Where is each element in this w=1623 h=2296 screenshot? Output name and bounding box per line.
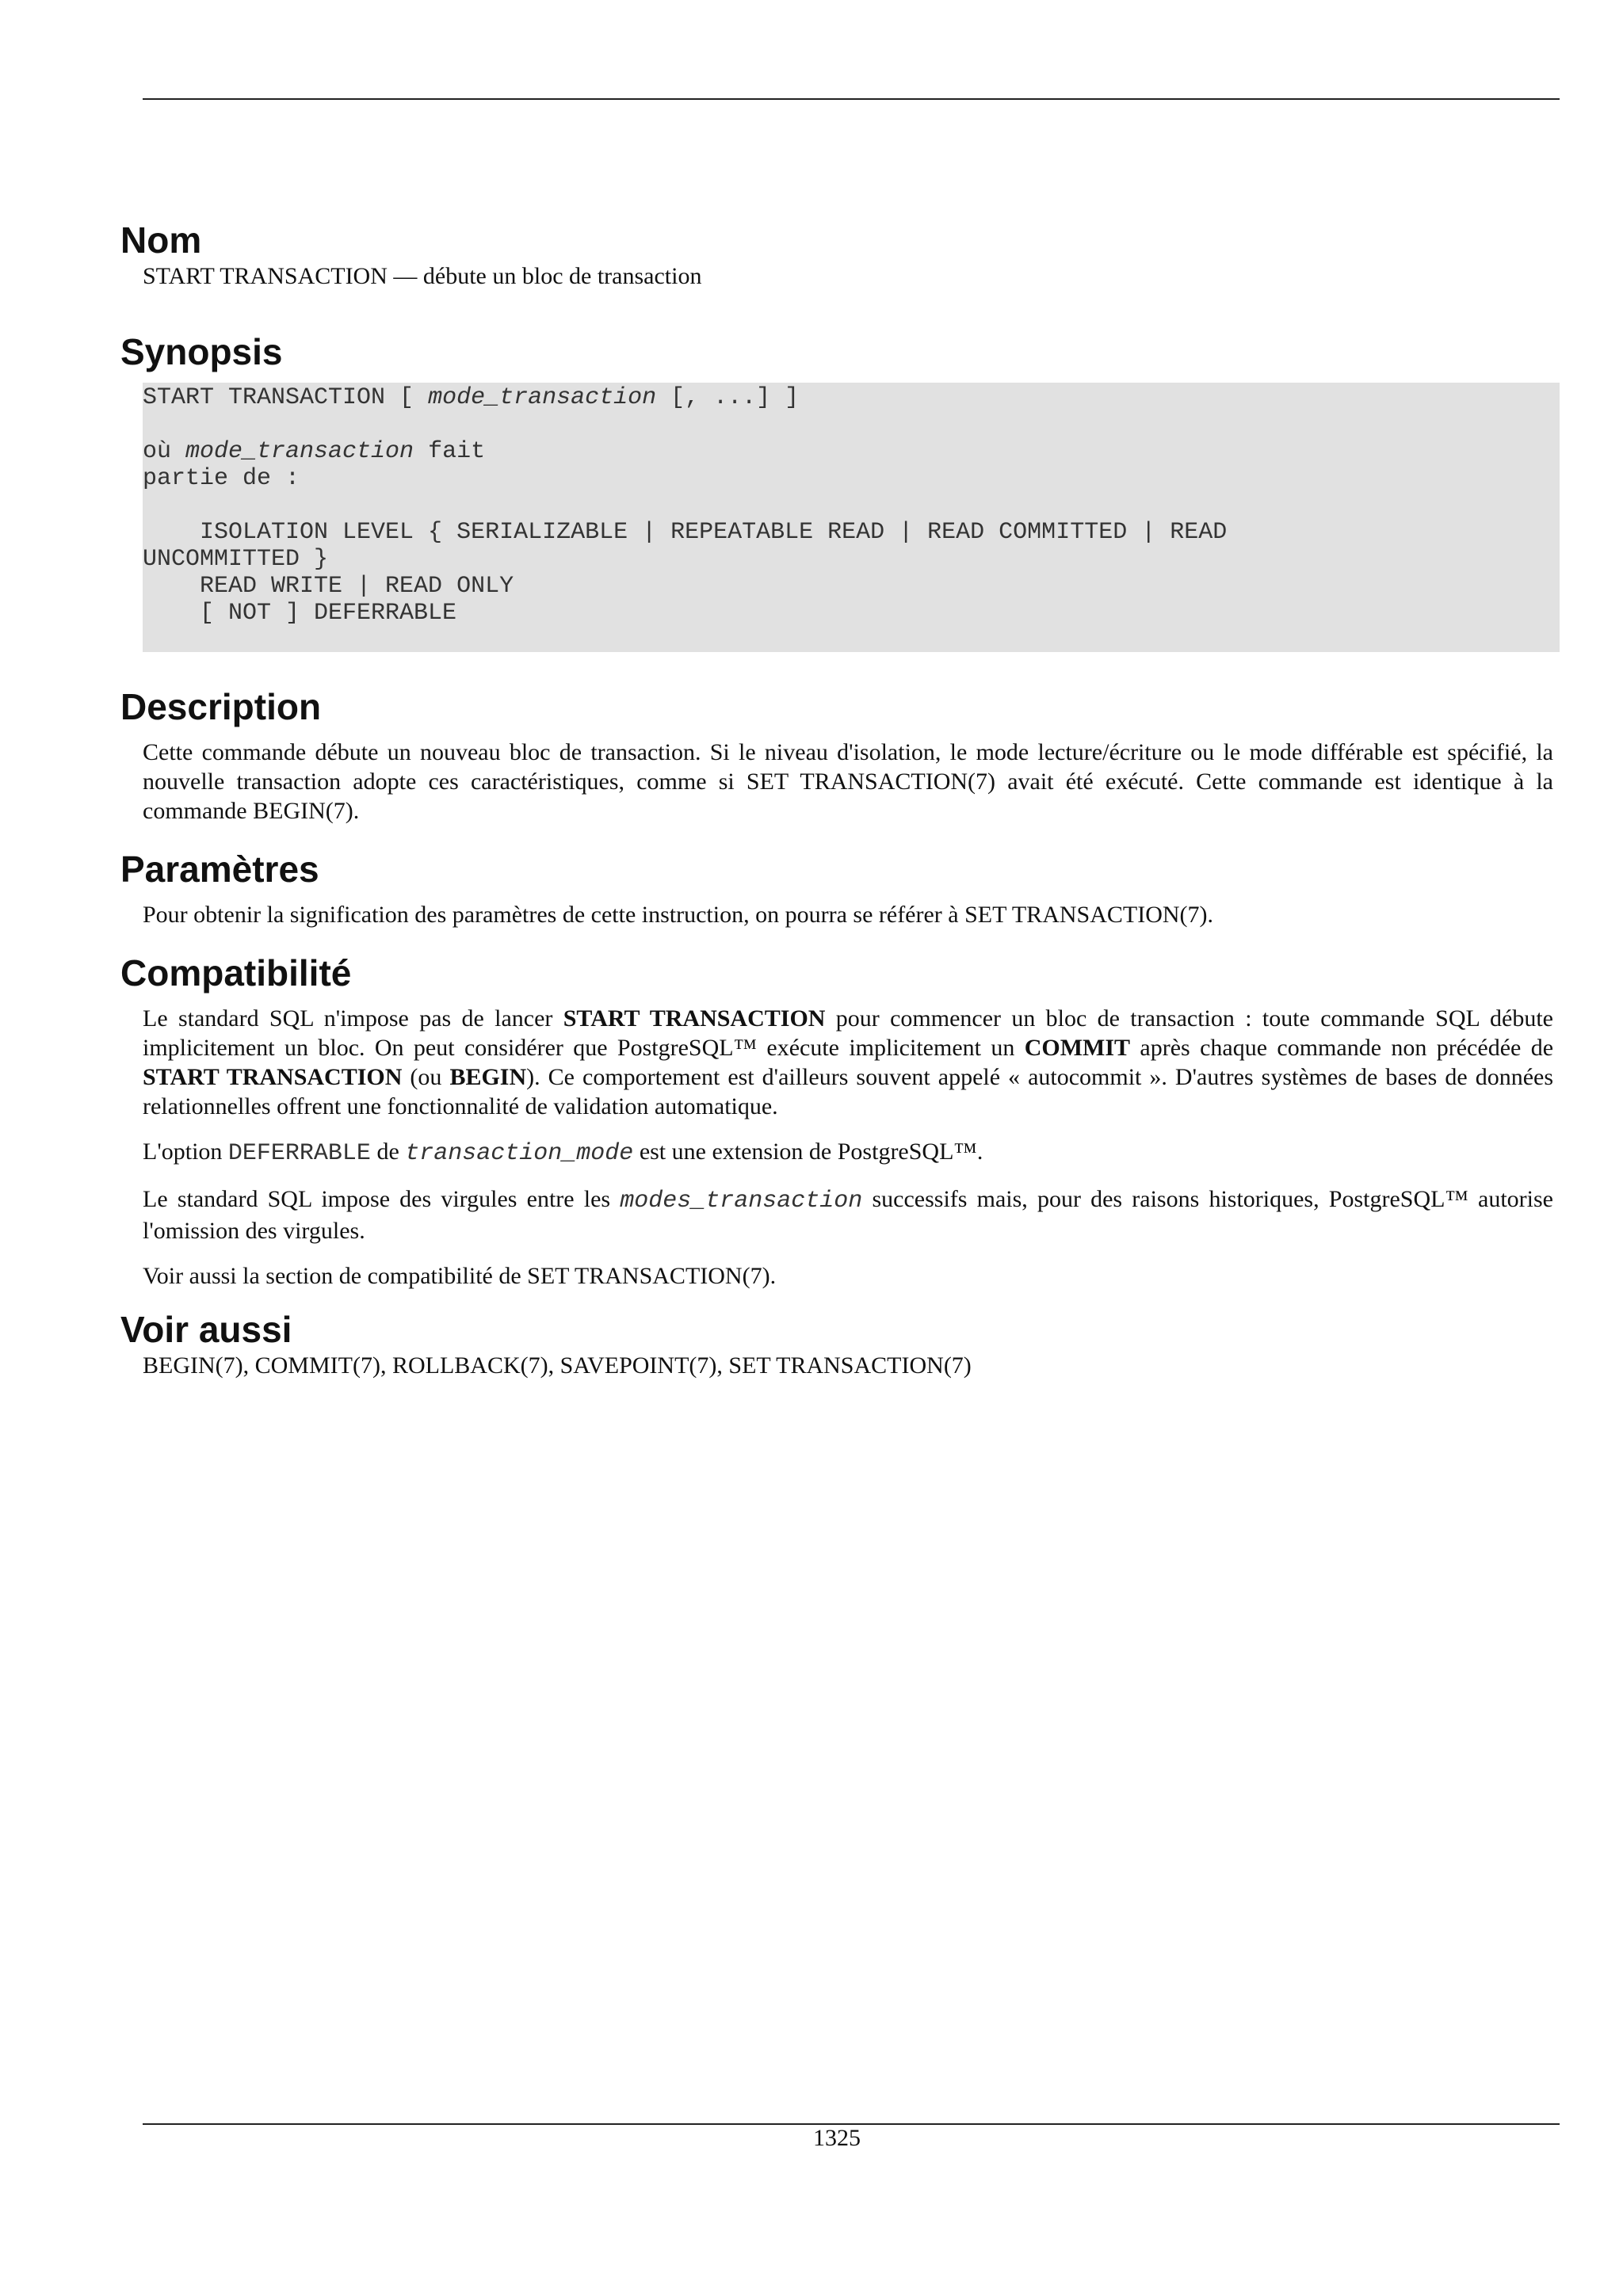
code-text: [, ...] ] <box>656 384 800 411</box>
parametres-text: Pour obtenir la signification des paramètres de cette instruction, on pourra se référer à SET TRANSACTION(7). <box>143 902 1214 928</box>
heading-parametres: Paramètres <box>120 849 319 890</box>
text-run: Le standard SQL impose des virgules entre les <box>143 1186 621 1212</box>
synopsis-code-block <box>143 383 1560 652</box>
heading-nom: Nom <box>120 219 202 261</box>
page-number: 1325 <box>813 2125 861 2151</box>
synopsis-line: [ NOT ] DEFERRABLE <box>143 600 457 627</box>
command-name: START TRANSACTION <box>143 1064 403 1090</box>
text-run: après chaque commande non précédée de <box>1130 1035 1554 1061</box>
section-nom <box>120 219 1553 291</box>
text-run: pour commencer un bloc de transaction : toute commande SQL débute implicitement un bloc. On peut considérer que PostgreSQL™ exécute implicitement un <box>143 1005 1553 1061</box>
code-text: fait <box>414 438 486 465</box>
code-param: transaction_mode <box>405 1140 634 1167</box>
description-text: Cette commande débute un nouveau bloc de transaction. Si le niveau d'isolation, le mode lecture/écriture ou le mode différable est spécifié, la nouvelle transaction adopte ces caractéristiques, comme si SET TRANSACTION(7) avait été exécuté. Cette commande est identique à la commande BEGIN(7). <box>143 739 1553 824</box>
section-synopsis <box>120 330 1553 652</box>
synopsis-blank-line <box>143 411 1560 438</box>
synopsis-line: UNCOMMITTED } <box>143 546 329 573</box>
document-body <box>120 219 1554 1380</box>
voir-aussi-text: BEGIN(7), COMMIT(7), ROLLBACK(7), SAVEPOINT(7), SET TRANSACTION(7) <box>143 1352 972 1379</box>
header-rule <box>143 98 1560 100</box>
section-voir-aussi <box>120 1308 1553 1380</box>
text-run: L'option <box>143 1138 228 1165</box>
synopsis-line: ISOLATION LEVEL { SERIALIZABLE | REPEATABLE READ | READ COMMITTED | READ <box>143 519 1228 546</box>
section-parametres <box>120 848 1553 929</box>
section-description <box>120 685 1553 826</box>
compat-paragraph-3 <box>143 1184 1553 1245</box>
section-compatibilite <box>120 952 1554 1291</box>
nom-text: START TRANSACTION — débute un bloc de transaction <box>143 263 702 289</box>
code-text: START TRANSACTION [ <box>143 384 429 411</box>
text-run: successifs mais, pour des raisons historiques, PostgreSQL™ autorise l'omission des virgules. <box>143 1186 1553 1244</box>
code-param: modes_transaction <box>620 1188 863 1215</box>
synopsis-line <box>143 438 1560 465</box>
code-param: mode_transaction <box>428 384 657 411</box>
compat-paragraph-1 <box>143 1004 1553 1121</box>
text-run: de <box>370 1138 406 1165</box>
synopsis-line: partie de : <box>143 465 300 492</box>
text-run: Le standard SQL n'impose pas de lancer <box>143 1005 563 1032</box>
text-run: ). Ce comportement est d'ailleurs souvent appelé « autocommit ». D'autres systèmes de bases de données relationnelles offrent une fonctionnalité de validation automatique. <box>143 1064 1553 1119</box>
synopsis-line <box>143 384 1560 411</box>
command-name: COMMIT <box>1024 1035 1131 1061</box>
text-run: est une extension de PostgreSQL™. <box>633 1138 983 1165</box>
heading-synopsis: Synopsis <box>120 331 283 372</box>
heading-compatibilite: Compatibilité <box>120 952 352 994</box>
compat-paragraph-2 <box>143 1137 1553 1169</box>
heading-description: Description <box>120 686 322 727</box>
code-literal: DEFERRABLE <box>227 1140 371 1167</box>
command-name: START TRANSACTION <box>563 1005 826 1032</box>
synopsis-blank-line <box>143 492 1560 519</box>
code-param: mode_transaction <box>185 438 414 465</box>
heading-voir-aussi: Voir aussi <box>120 1309 292 1350</box>
command-name: BEGIN <box>449 1064 527 1090</box>
code-text: où <box>143 438 186 465</box>
text-run: (ou <box>402 1064 450 1090</box>
synopsis-line: READ WRITE | READ ONLY <box>143 573 514 600</box>
compat-paragraph-4: Voir aussi la section de compatibilité de SET TRANSACTION(7). <box>143 1263 777 1289</box>
